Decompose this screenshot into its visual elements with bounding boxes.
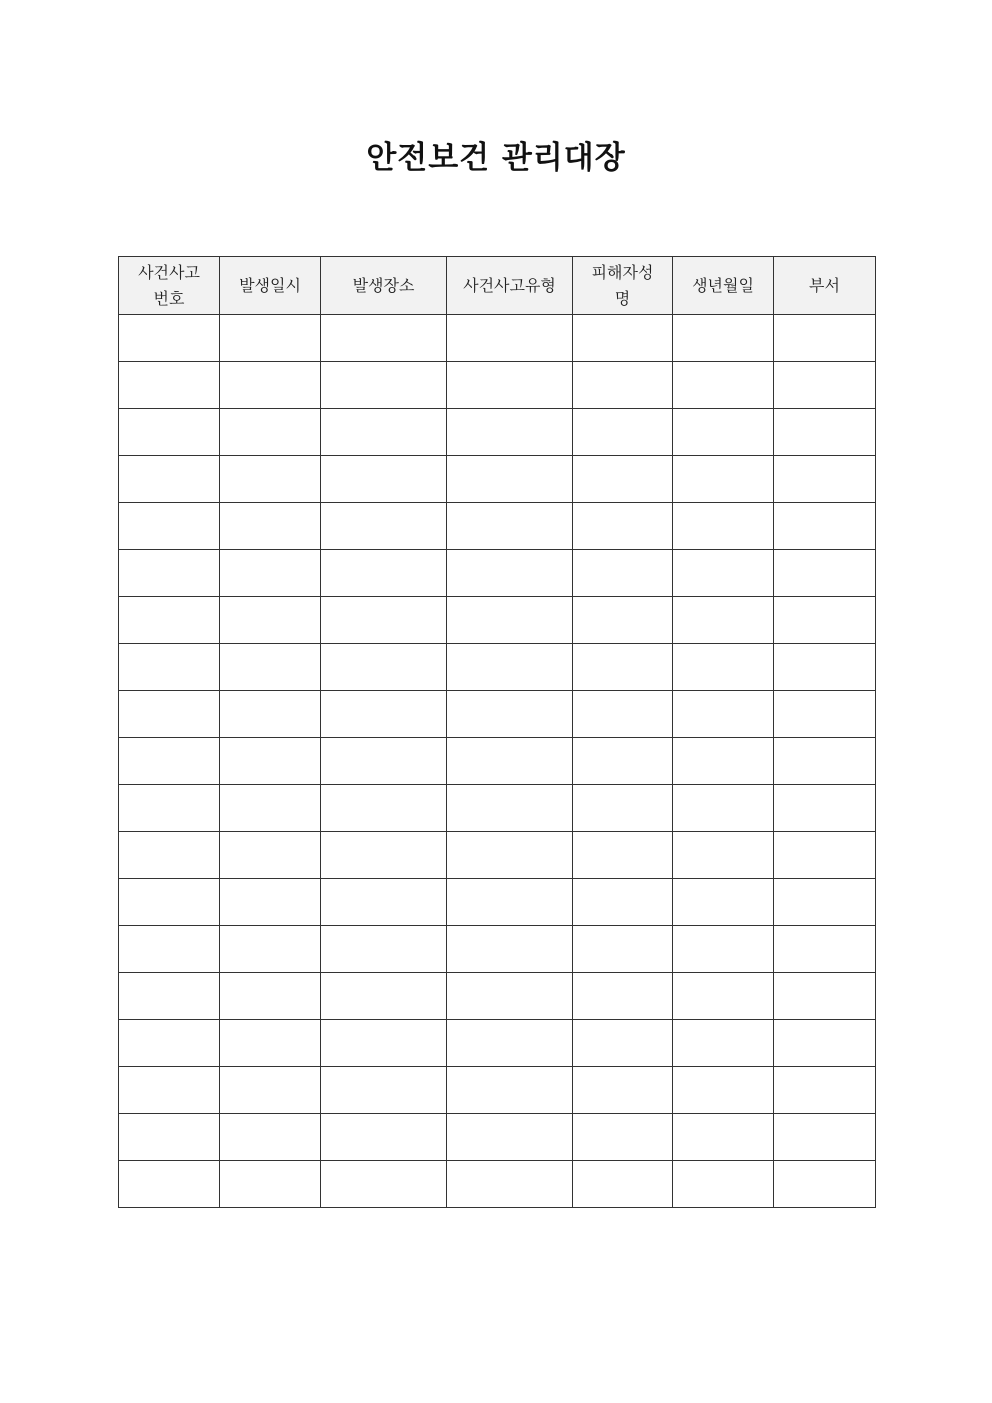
- column-header-occurrence-datetime: 발생일시: [220, 257, 321, 315]
- table-row: [119, 785, 876, 832]
- table-body: [119, 315, 876, 1208]
- table-cell[interactable]: [447, 456, 573, 503]
- table-row: [119, 550, 876, 597]
- table-cell[interactable]: [774, 1114, 876, 1161]
- table-cell[interactable]: [673, 738, 774, 785]
- table-row: [119, 315, 876, 362]
- table-cell[interactable]: [447, 409, 573, 456]
- table-cell[interactable]: [573, 644, 673, 691]
- table-cell[interactable]: [573, 597, 673, 644]
- table-row: [119, 456, 876, 503]
- table-cell[interactable]: [774, 785, 876, 832]
- table-cell[interactable]: [220, 832, 321, 879]
- table-cell[interactable]: [673, 1020, 774, 1067]
- table-cell[interactable]: [220, 550, 321, 597]
- table-cell[interactable]: [573, 879, 673, 926]
- column-header-occurrence-location: 발생장소: [321, 257, 447, 315]
- table-cell[interactable]: [119, 973, 220, 1020]
- table-cell[interactable]: [774, 1020, 876, 1067]
- table-cell[interactable]: [321, 785, 447, 832]
- table-cell[interactable]: [321, 1020, 447, 1067]
- table-row: [119, 1067, 876, 1114]
- table-cell[interactable]: [321, 409, 447, 456]
- table-cell[interactable]: [673, 456, 774, 503]
- table-row: [119, 926, 876, 973]
- table-cell[interactable]: [774, 832, 876, 879]
- table-cell[interactable]: [119, 1020, 220, 1067]
- table-row: [119, 738, 876, 785]
- table-cell[interactable]: [774, 879, 876, 926]
- table-cell[interactable]: [673, 832, 774, 879]
- table-cell[interactable]: [673, 550, 774, 597]
- table-cell[interactable]: [321, 926, 447, 973]
- page-title: 안전보건 관리대장: [366, 140, 626, 176]
- table-cell[interactable]: [321, 973, 447, 1020]
- table-cell[interactable]: [673, 362, 774, 409]
- table-cell[interactable]: [220, 691, 321, 738]
- table-cell[interactable]: [447, 362, 573, 409]
- table-cell[interactable]: [119, 691, 220, 738]
- table-cell[interactable]: [119, 362, 220, 409]
- table-cell[interactable]: [573, 1067, 673, 1114]
- table-cell[interactable]: [447, 597, 573, 644]
- table-row: [119, 409, 876, 456]
- table-cell[interactable]: [321, 503, 447, 550]
- table-cell[interactable]: [774, 691, 876, 738]
- table-row: [119, 691, 876, 738]
- column-header-incident-type: 사건사고유형: [447, 257, 573, 315]
- table-cell[interactable]: [119, 1067, 220, 1114]
- table-cell[interactable]: [321, 738, 447, 785]
- table-cell[interactable]: [774, 456, 876, 503]
- table-cell[interactable]: [774, 503, 876, 550]
- table-cell[interactable]: [447, 879, 573, 926]
- table-cell[interactable]: [321, 879, 447, 926]
- table-cell[interactable]: [119, 503, 220, 550]
- table-cell[interactable]: [573, 409, 673, 456]
- table-cell[interactable]: [220, 644, 321, 691]
- table-cell[interactable]: [220, 1161, 321, 1208]
- table-cell[interactable]: [673, 1067, 774, 1114]
- table-cell[interactable]: [321, 691, 447, 738]
- table-cell[interactable]: [119, 832, 220, 879]
- table-cell[interactable]: [573, 550, 673, 597]
- table-cell[interactable]: [774, 738, 876, 785]
- table-cell[interactable]: [119, 926, 220, 973]
- table-cell[interactable]: [220, 1020, 321, 1067]
- column-header-birth-date: 생년월일: [673, 257, 774, 315]
- table-cell[interactable]: [673, 926, 774, 973]
- table-cell[interactable]: [573, 973, 673, 1020]
- table-row: [119, 503, 876, 550]
- table-cell[interactable]: [220, 362, 321, 409]
- table-header-row: [119, 257, 876, 315]
- table-cell[interactable]: [119, 1114, 220, 1161]
- table-cell[interactable]: [774, 362, 876, 409]
- table-cell[interactable]: [119, 315, 220, 362]
- table-cell[interactable]: [774, 926, 876, 973]
- table-cell[interactable]: [573, 315, 673, 362]
- table-cell[interactable]: [447, 315, 573, 362]
- table-cell[interactable]: [220, 503, 321, 550]
- table-cell[interactable]: [220, 973, 321, 1020]
- table-cell[interactable]: [573, 691, 673, 738]
- table-cell[interactable]: [573, 1020, 673, 1067]
- column-header-incident-number: 사건사고 번호: [119, 257, 220, 315]
- table-cell[interactable]: [321, 644, 447, 691]
- table-cell[interactable]: [573, 1114, 673, 1161]
- table-cell[interactable]: [673, 503, 774, 550]
- table-cell[interactable]: [573, 785, 673, 832]
- table-cell[interactable]: [573, 1161, 673, 1208]
- table-cell[interactable]: [673, 1114, 774, 1161]
- table-cell[interactable]: [447, 1114, 573, 1161]
- table-cell[interactable]: [119, 644, 220, 691]
- table-cell[interactable]: [119, 597, 220, 644]
- table-row: [119, 1114, 876, 1161]
- table-cell[interactable]: [774, 550, 876, 597]
- table-cell[interactable]: [774, 644, 876, 691]
- ledger-table: [118, 256, 876, 1208]
- table-cell[interactable]: [774, 315, 876, 362]
- table-row: [119, 879, 876, 926]
- table-cell[interactable]: [673, 644, 774, 691]
- table-cell[interactable]: [673, 973, 774, 1020]
- table-cell[interactable]: [573, 362, 673, 409]
- table-cell[interactable]: [673, 597, 774, 644]
- table-cell[interactable]: [220, 1114, 321, 1161]
- table-cell[interactable]: [673, 691, 774, 738]
- table-cell[interactable]: [220, 785, 321, 832]
- table-cell[interactable]: [447, 550, 573, 597]
- table-cell[interactable]: [774, 973, 876, 1020]
- table-row: [119, 1161, 876, 1208]
- table-cell[interactable]: [321, 550, 447, 597]
- table-cell[interactable]: [673, 409, 774, 456]
- table-cell[interactable]: [220, 315, 321, 362]
- table-cell[interactable]: [220, 738, 321, 785]
- table-cell[interactable]: [119, 1161, 220, 1208]
- table-cell[interactable]: [447, 1067, 573, 1114]
- table-cell[interactable]: [573, 503, 673, 550]
- table-row: [119, 644, 876, 691]
- table-cell[interactable]: [774, 597, 876, 644]
- table-cell[interactable]: [673, 1161, 774, 1208]
- table-cell[interactable]: [447, 785, 573, 832]
- table-cell[interactable]: [119, 550, 220, 597]
- table-cell[interactable]: [573, 738, 673, 785]
- table-cell[interactable]: [447, 832, 573, 879]
- table-cell[interactable]: [447, 503, 573, 550]
- table-cell[interactable]: [220, 456, 321, 503]
- table-cell[interactable]: [447, 1020, 573, 1067]
- table-cell[interactable]: [447, 1161, 573, 1208]
- table-cell[interactable]: [119, 785, 220, 832]
- table-cell[interactable]: [673, 315, 774, 362]
- table-cell[interactable]: [321, 1067, 447, 1114]
- table-cell[interactable]: [119, 409, 220, 456]
- table-row: [119, 1020, 876, 1067]
- table-cell[interactable]: [774, 409, 876, 456]
- column-header-victim-name: 피해자성 명: [573, 257, 673, 315]
- table-cell[interactable]: [321, 832, 447, 879]
- table-cell[interactable]: [447, 644, 573, 691]
- table-row: [119, 597, 876, 644]
- table-cell[interactable]: [774, 1067, 876, 1114]
- table-cell[interactable]: [119, 879, 220, 926]
- table-cell[interactable]: [673, 785, 774, 832]
- table-cell[interactable]: [573, 832, 673, 879]
- table-cell[interactable]: [220, 926, 321, 973]
- table-cell[interactable]: [447, 973, 573, 1020]
- table-cell[interactable]: [447, 691, 573, 738]
- column-header-department: 부서: [774, 257, 876, 315]
- table-cell[interactable]: [119, 456, 220, 503]
- table-cell[interactable]: [321, 597, 447, 644]
- table-row: [119, 832, 876, 879]
- table-cell[interactable]: [447, 738, 573, 785]
- table-cell[interactable]: [321, 1114, 447, 1161]
- table-cell[interactable]: [447, 926, 573, 973]
- table-row: [119, 973, 876, 1020]
- table-cell[interactable]: [321, 315, 447, 362]
- table-cell[interactable]: [321, 456, 447, 503]
- table-cell[interactable]: [321, 362, 447, 409]
- table-cell[interactable]: [321, 1161, 447, 1208]
- table-cell[interactable]: [119, 738, 220, 785]
- table-cell[interactable]: [573, 926, 673, 973]
- table-cell[interactable]: [220, 409, 321, 456]
- table-cell[interactable]: [220, 597, 321, 644]
- table-cell[interactable]: [774, 1161, 876, 1208]
- table-cell[interactable]: [220, 1067, 321, 1114]
- table-cell[interactable]: [573, 456, 673, 503]
- table-cell[interactable]: [673, 879, 774, 926]
- table-cell[interactable]: [220, 879, 321, 926]
- table-row: [119, 362, 876, 409]
